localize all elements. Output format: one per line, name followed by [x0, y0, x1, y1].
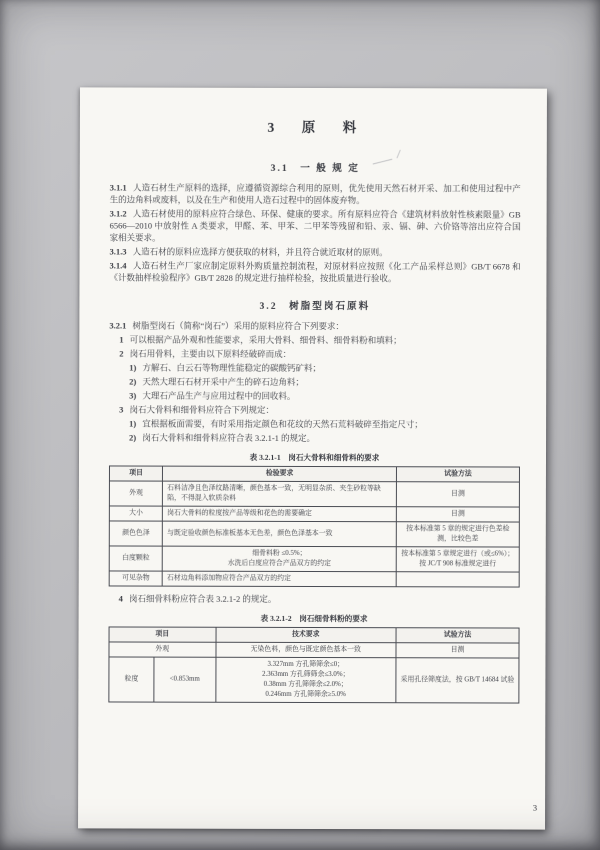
item-number: 1 — [119, 334, 124, 345]
clause-number: 3.2.1 — [109, 319, 127, 331]
list-item — [109, 347, 520, 360]
item-number: 2 — [119, 348, 124, 359]
cell-method: 目测 — [396, 643, 519, 658]
clause-3-1-4 — [109, 260, 520, 285]
item-text: 天然大理石石材开采中产生的碎石边角料； — [142, 376, 304, 387]
clause-text: 人造石材生产原料的选择，应遵循资源综合利用的原则，优先使用天然石材开采、加工和使用过程中产生的边角料或废料，以及在生产和使用人造石过程中的固体废弃物。 — [109, 182, 521, 206]
item-number: 2) — [129, 432, 137, 443]
req-line: 水洗后白度应符合产品双方的约定 — [227, 559, 332, 568]
cell-req: 岗石大骨料的粒度按产品等级和花色的需要确定 — [163, 506, 397, 522]
clause-text: 人造石材使用的原料应符合绿色、环保、健康的要求。所有原料应符合《建筑材料放射性核素限量》GB 6566—2010 中放射性 A 类要求，甲醛、苯、甲苯、二甲苯等残留和铅、汞、镉、砷、六价铬等溶出应符合国家相关要求。 — [109, 208, 521, 243]
list-subitem — [109, 361, 520, 374]
table-header-row — [109, 627, 519, 643]
col-header-item: 项目 — [109, 627, 216, 642]
cell-item: 颜色色泽 — [109, 521, 162, 546]
table-row — [109, 642, 519, 658]
cell-req: 与既定验收颜色标准板基本无色差，颜色色泽基本一致 — [163, 521, 397, 547]
cell-item: 白度颗粒 — [109, 546, 162, 571]
item-text: 岗石大骨料和细骨料应符合表 3.2.1-1 的规定。 — [142, 432, 316, 444]
clause-3-1-1 — [110, 181, 521, 206]
item-text: 可以根据产品外观和性能要求，采用大骨料、细骨料、细骨料粉和填料； — [129, 334, 402, 345]
list-subitem — [109, 389, 520, 402]
table-aggregate-requirements — [109, 466, 520, 588]
sieve-requirement: 0.38mm 方孔筛筛余≤2.0%； — [263, 680, 348, 689]
item-text: 岗石用骨料，主要由以下原料经破碎而成： — [129, 348, 292, 359]
list-subitem — [109, 375, 520, 388]
sieve-requirement: 0.246mm 方孔筛筛余≥5.0% — [265, 691, 346, 699]
col-header-req: 检验要求 — [163, 466, 397, 482]
item-number: 2) — [129, 376, 137, 387]
method-line: 按本标准第 5 章规定进行（或≤6%）； — [401, 550, 515, 558]
table-fine-powder-requirements — [108, 627, 519, 704]
section-heading-3-2: 3.2 树脂型岗石原料 — [259, 300, 371, 312]
item-text: 方解石、白云石等物理性能稳定的碳酸钙矿料； — [142, 362, 321, 373]
cell-item: 可见杂物 — [109, 571, 162, 586]
item-number: 1) — [129, 362, 137, 373]
col-header-method: 试验方法 — [396, 467, 519, 482]
clause-number: 3.1.2 — [109, 208, 127, 219]
list-subitem — [109, 417, 520, 430]
section-heading-3-1: 3.1 一 般 规 定 — [270, 162, 360, 175]
cell-method: 按本标准第 5 章的规定进行色差检测，比较色差 — [396, 522, 519, 547]
clause-text: 树脂型岗石（简称“岗石”）采用的原料应符合下列要求： — [132, 320, 345, 331]
cell-req — [163, 546, 397, 572]
sieve-requirement: 2.363mm 方孔筛筛余≤3.0%； — [261, 670, 350, 679]
cell-req: 石料洁净且色泽纹路清晰，颜色基本一致，无明显杂质、夹生砂粒等缺陷，不得混入软质杂料 — [163, 481, 397, 507]
cell-method: 目测 — [396, 482, 519, 507]
item-number: 3) — [129, 390, 137, 401]
list-item-4 — [109, 593, 520, 606]
table-row — [109, 521, 519, 547]
col-header-req: 技术要求 — [216, 627, 396, 642]
table2-caption: 表 3.2.1-2 岗石细骨料粉的要求 — [260, 613, 368, 624]
item-text: 大理石产品生产与应用过程中的回收料。 — [142, 390, 296, 401]
cell-req: 石材边角料添加物应符合产品双方的约定 — [162, 571, 396, 587]
list-item — [109, 403, 520, 416]
item-number: 3 — [119, 404, 124, 415]
table-row — [109, 657, 519, 703]
item-number: 1) — [129, 418, 137, 429]
table-row — [109, 506, 519, 522]
clause-text: 人造石材生产厂家应制定原料外购质量控制流程，对原材料应按照《化工产品采样总则》GB/T 6678 和《计数抽样检验程序》GB/T 2828 的规定进行抽样检验，按批质量进行验收。 — [109, 260, 521, 284]
table-row — [109, 546, 519, 572]
cell-method — [396, 572, 519, 587]
table-header-row — [109, 466, 519, 482]
clause-text: 人造石材的原料应选择方便获取的材料，并且符合就近取材的原则。 — [132, 246, 388, 258]
clause-3-1-2 — [110, 208, 521, 245]
table-row — [109, 571, 519, 587]
item-text: 宜根据板面需要，有时采用指定颜色和花纹的天然石荒料破碎至指定尺寸； — [142, 418, 423, 430]
table-row — [109, 481, 519, 507]
cell-item: 外观 — [109, 481, 162, 506]
cell-item: 粒度 — [109, 657, 154, 702]
cell-req — [215, 657, 396, 702]
clause-number: 3.1.3 — [109, 246, 127, 257]
item-number: 4 — [118, 593, 123, 604]
cell-req: 无染色料，颜色与既定颜色基本一致 — [216, 642, 396, 657]
cell-item: 外观 — [109, 642, 216, 657]
method-line: 按 JC/T 908 标准规定进行 — [419, 560, 497, 568]
col-header-method: 试验方法 — [396, 628, 519, 643]
list-item — [109, 333, 520, 346]
item-text: 岗石大骨料和细骨料应符合下列规定： — [129, 404, 275, 415]
chapter-title: 3 原 料 — [267, 119, 364, 136]
document-page — [78, 87, 547, 829]
sieve-requirement: 3.327mm 方孔筛筛余≤0； — [267, 661, 345, 669]
cell-method: 采用孔径筛度法，按 GB/T 14684 试验 — [396, 658, 519, 703]
table1-caption: 表 3.2.1-1 岗石大骨料和细骨料的要求 — [249, 452, 380, 463]
page-number: 3 — [532, 802, 538, 813]
clause-3-1-3 — [110, 246, 521, 259]
clause-number: 3.1.1 — [109, 182, 127, 193]
list-subitem — [109, 431, 520, 444]
col-header-item: 项目 — [109, 466, 162, 481]
cell-item: 大小 — [109, 506, 162, 521]
req-line: 细骨料粉 ≤0.5%； — [252, 549, 307, 558]
cell-method: 目测 — [396, 507, 519, 522]
clause-3-2-1 — [109, 319, 520, 332]
cell-spec: <0.853mm — [154, 657, 216, 702]
item-text: 岗石细骨料粉应符合表 3.2.1-2 的规定。 — [128, 593, 277, 604]
page-content — [78, 87, 547, 829]
cell-method — [396, 547, 519, 572]
clause-number: 3.1.4 — [109, 260, 127, 271]
